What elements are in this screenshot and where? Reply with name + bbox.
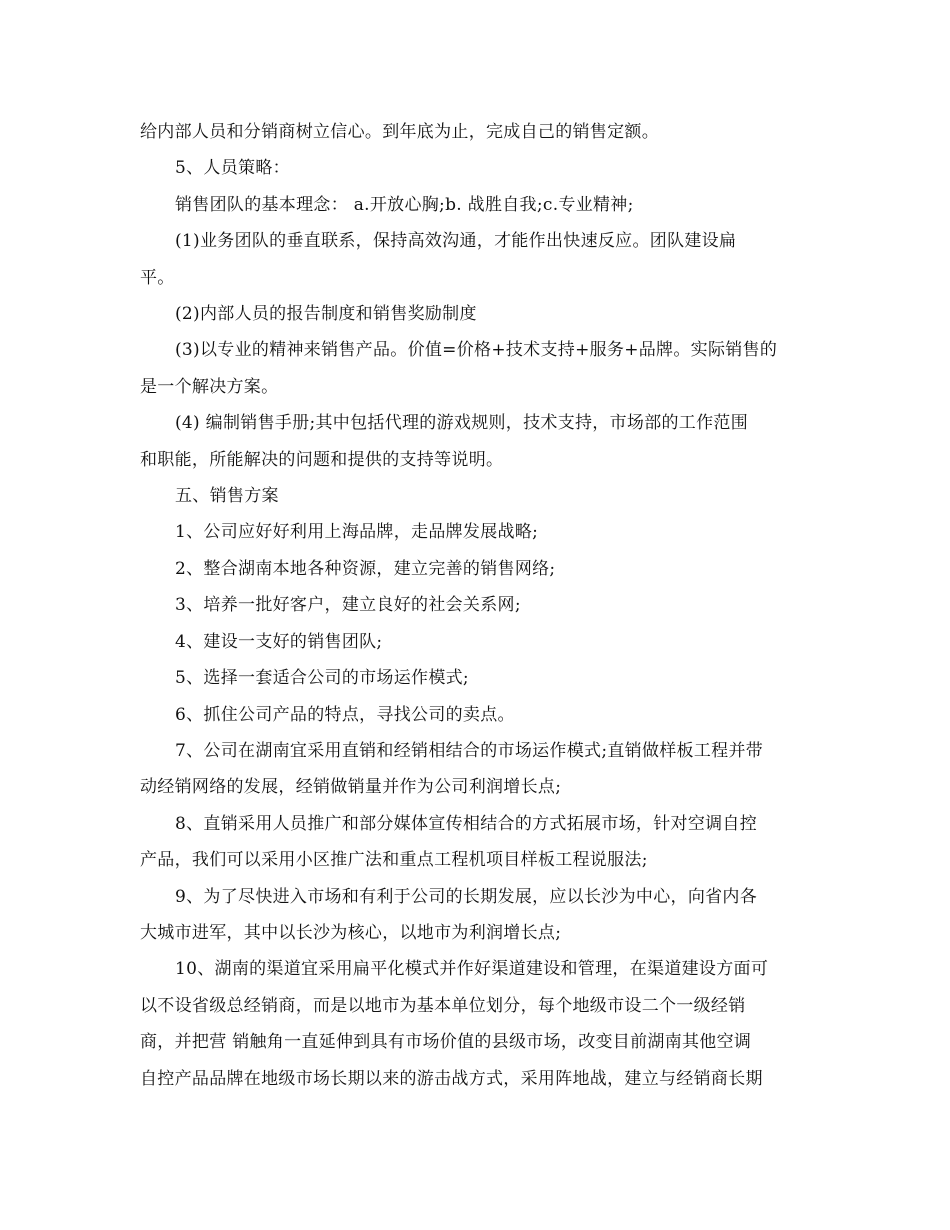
text-line: 商，并把营 销触角一直延伸到具有市场价值的县级市场，改变目前湖南其他空调 <box>140 1032 752 1053</box>
text-line: 和职能，所能解决的问题和提供的支持等说明。 <box>140 449 504 470</box>
document-text <box>140 114 820 1097</box>
list-item: 8、直销采用人员推广和部分媒体宣传相结合的方式拓展市场，针对空调自控 <box>175 813 758 834</box>
text-line: (2)内部人员的报告制度和销售奖励制度 <box>175 304 477 325</box>
list-item: 9、为了尽快进入市场和有利于公司的长期发展，应以长沙为中心，向省内各 <box>175 886 758 907</box>
text-line: 自控产品品牌在地级市场长期以来的游击战方式，采用阵地战，建立与经销商长期 <box>140 1068 763 1089</box>
text-line: (3)以专业的精神来销售产品。价值=价格+技术支持+服务+品牌。实际销售的 <box>175 340 778 361</box>
text-line: 销售团队的基本理念： a.开放心胸;b. 战胜自我;c.专业精神; <box>175 194 634 215</box>
document-body <box>140 114 820 1097</box>
text-line: 平。 <box>140 267 175 288</box>
text-line: 是一个解决方案。 <box>140 376 279 397</box>
list-item: 3、培养一批好客户，建立良好的社会关系网; <box>175 595 521 616</box>
list-item: 6、抓住公司产品的特点，寻找公司的卖点。 <box>175 704 515 725</box>
list-item: 1、公司应好好利用上海品牌，走品牌发展战略; <box>175 522 539 543</box>
list-item: 10、湖南的渠道宜采用扁平化模式并作好渠道建设和管理，在渠道建设方面可 <box>175 959 769 980</box>
text-line: 产品，我们可以采用小区推广法和重点工程机项目样板工程说服法; <box>140 850 648 871</box>
section-heading-personnel-strategy: 5、人员策略： <box>175 158 290 179</box>
text-line: (4) 编制销售手册;其中包括代理的游戏规则，技术支持，市场部的工作范围 <box>175 413 749 434</box>
text-line: (1)业务团队的垂直联系，保持高效沟通，才能作出快速反应。团队建设扁 <box>175 231 737 252</box>
list-item: 5、选择一套适合公司的市场运作模式; <box>175 668 469 689</box>
list-item: 7、公司在湖南宜采用直销和经销相结合的市场运作模式;直销做样板工程并带 <box>175 740 764 761</box>
text-line: 以不设省级总经销商，而是以地市为基本单位划分，每个地级市设二个一级经销 <box>140 995 746 1016</box>
text-line: 动经销网络的发展，经销做销量并作为公司利润增长点; <box>140 777 562 798</box>
list-item: 2、整合湖南本地各种资源，建立完善的销售网络; <box>175 558 556 579</box>
list-item: 4、建设一支好的销售团队; <box>175 631 383 652</box>
section-heading-sales-plan: 五、销售方案 <box>175 486 279 507</box>
text-line: 大城市进军，其中以长沙为核心，以地市为利润增长点; <box>140 922 562 943</box>
text-line: 给内部人员和分销商树立信心。到年底为止，完成自己的销售定额。 <box>140 122 659 142</box>
